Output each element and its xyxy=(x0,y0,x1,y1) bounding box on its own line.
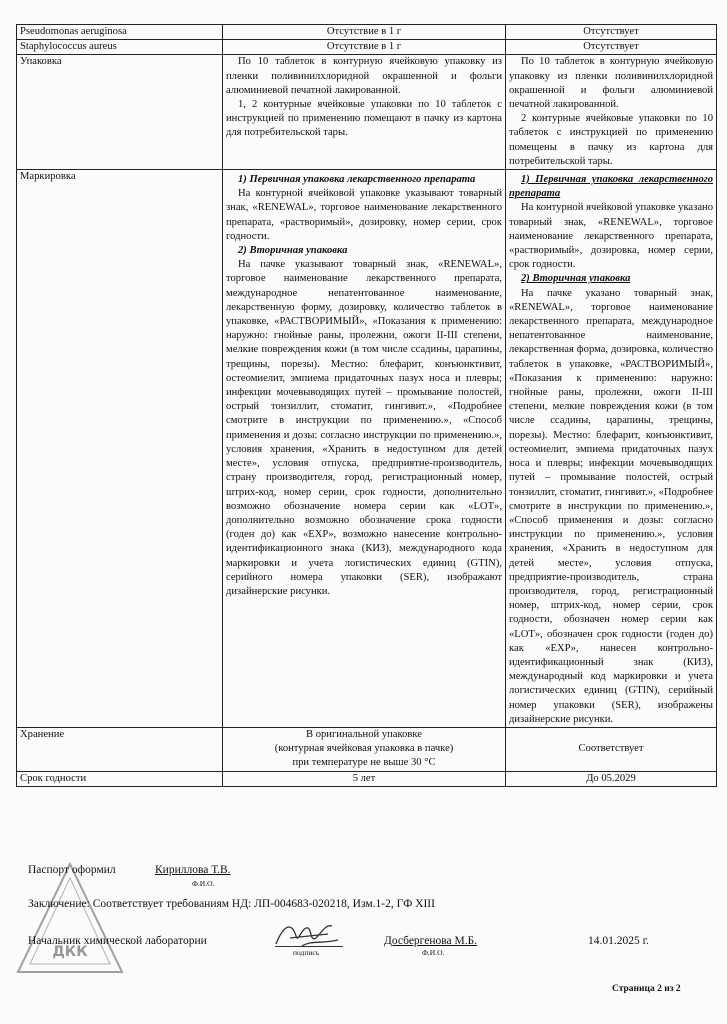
norm-value: 5 лет xyxy=(223,771,506,786)
indicator-name: Pseudomonas aeruginosa xyxy=(17,25,223,40)
result-value xyxy=(506,170,717,728)
signature-line xyxy=(275,946,343,947)
indicator-name: Упаковка xyxy=(17,55,223,170)
norm-value xyxy=(223,170,506,728)
storage-norm-line-1: В оригинальной упаковке xyxy=(305,728,423,740)
fio-label: Ф.И.О. xyxy=(422,948,445,957)
table-row-storage xyxy=(17,727,717,771)
table-row xyxy=(17,25,717,40)
norm-value: Отсутствие в 1 г xyxy=(223,40,506,55)
specification-table xyxy=(16,24,717,787)
marking-result-heading-2: 2) Вторичная упаковка xyxy=(521,273,631,285)
page-number: Страница 2 из 2 xyxy=(612,984,681,994)
marking-norm-heading-1: 1) Первичная упаковка лекарственного препарата xyxy=(238,174,476,186)
indicator-name: Staphylococcus aureus xyxy=(17,40,223,55)
marking-norm-p2: На пачке указывают товарный знак, «RENEWAL», торговое наименование лекарственного препарата, международное непатентованное наименование, лекарственную форму, дозировку, количество таблеток в упаковке, «РАСТВОРИМЫЙ», «Показания к применению: наружно: гнойные раны, пролежни, ожоги II-III степени, мелкие повреждения кожи (в том числе ссадины, царапины, трещины, порезы). Местно: блефарит, конъюнктивит, остеомиелит, эмпиема придаточных пазух носа и плевры; инфекции мочевыводящих путей – промывание полостей, острый тонзиллит, стоматит, гингивит.», «Подробнее смотрите в инструкции по применению.», «Способ применения и дозы: согласно инструкции по применению.», условия хранения, «Хранить в недоступном для детей месте», условия отпуска, предприятие-производитель, страну производителя, город, регистрационный номер, штрих-код, номер серии, срок годности, дополнительно возможно обозначение номера серии как «LOT», дополнительно возможно обозначение срока годности (годен до) как «EXP», возможно нанесение контрольно-идентификационного знака (КИЗ), международного кода маркировки и учета логистических единиц (GTIN), серийного номера упаковки (SER), изображают дизайнерские рисунки. xyxy=(226,259,502,597)
marking-norm-p1: На контурной ячейковой упаковке указывают товарный знак, «RENEWAL», торговое наименование лекарственного препарата, «растворимый», дозировку, номер серии, срок годности. xyxy=(226,188,502,242)
marking-result-heading-1: 1) Первичная упаковка лекарственного препарата xyxy=(509,174,713,200)
packaging-norm-p1: По 10 таблеток в контурную ячейковую упаковку из пленки поливинилхлоридной окрашенной и фольги алюминиевой печатной лакированной. xyxy=(226,56,502,96)
packaging-norm-p2: 1, 2 контурные ячейковые упаковки по 10 таблеток с инструкцией по применению помещают в пачку из картона для потребительской тары. xyxy=(226,99,502,139)
signature-label: подпись xyxy=(293,948,320,957)
stamp-text: ДКК xyxy=(52,944,88,960)
marking-norm-heading-2: 2) Вторичная упаковка xyxy=(238,245,348,257)
passport-label: Паспорт оформил xyxy=(28,864,116,876)
norm-value xyxy=(223,727,506,771)
fio-label: Ф.И.О. xyxy=(192,879,215,888)
marking-result-p2: На пачке указано товарный знак, «RENEWAL», торговое наименование лекарственного препарата, международное непатентованное наименование, лекарственная форма, дозировка, количество таблеток в упаковке, «РАСТВОРИМЫЙ», «Показания к применению: наружно: гнойные раны, пролежни, ожоги II-III степени, мелкие повреждения кожи (в том числе ссадины, царапины, трещины, порезы). Местно: блефарит, конъюнктивит, остеомиелит, эмпиема придаточных пазух носа и плевры; инфекции мочевыводящих путей – промывание полостей, острый тонзиллит, стоматит, гингивит.», «Подробнее смотрите в инструкции по применению.», «Способ применения и дозы: согласно инструкции по применению.», условия хранения, «Хранить в недоступном для детей месте», условия отпуска, предприятие-производитель, страна производителя, город, регистрационный номер, штрих-код, номер серии, срок годности, обозначен номер серии как «LOT», обозначен срок годности (годен до) как «EXP», нанесен контрольно-идентификационный знак (КИЗ), международный код маркировки и учета логистических единиц (GTIN), серийный номер упаковки (SER), изображены дизайнерские рисунки. xyxy=(509,287,713,725)
norm-value: Отсутствие в 1 г xyxy=(223,25,506,40)
indicator-name: Хранение xyxy=(17,727,223,771)
storage-norm-line-2: (контурная ячейковая упаковка в пачке) xyxy=(274,743,454,755)
storage-result: Соответствует xyxy=(578,743,644,755)
result-value xyxy=(506,727,717,771)
storage-norm-line-3: при температуре не выше 30 °С xyxy=(292,757,436,769)
lab-stamp xyxy=(14,860,126,980)
result-value: Отсутствует xyxy=(506,25,717,40)
table-row-packaging xyxy=(17,55,717,170)
head-name: Досбергенова М.Б. xyxy=(384,935,478,947)
conclusion: Заключение: Соответствует требованиям НД: ЛП-004683-020218, Изм.1-2, ГФ XIII xyxy=(28,898,435,910)
passport-name: Кириллова Т.В. xyxy=(155,864,231,876)
result-value xyxy=(506,55,717,170)
result-value: Отсутствует xyxy=(506,40,717,55)
indicator-name: Маркировка xyxy=(17,170,223,728)
result-value: До 05.2029 xyxy=(506,771,717,786)
marking-result-p1: На контурной ячейковой упаковке указано товарный знак, «RENEWAL», торговое наименование лекарственного препарата, «растворимый», дозировка, номер серии, срок годности. xyxy=(509,202,713,271)
report-date: 14.01.2025 г. xyxy=(588,935,649,947)
table-row xyxy=(17,40,717,55)
head-label: Начальник химической лаборатории xyxy=(28,935,207,947)
norm-value xyxy=(223,55,506,170)
packaging-result-p1: По 10 таблеток в контурную ячейковую упаковку из пленки поливинилхлоридной окрашенной и фольги алюминиевой печатной лакированной. xyxy=(509,56,713,111)
table-row-marking xyxy=(17,170,717,728)
indicator-name: Срок годности xyxy=(17,771,223,786)
packaging-result-p2: 2 контурные ячейковые упаковки по 10 таблеток с инструкцией по применению помещены в пачку из картона для потребительской тары. xyxy=(509,113,713,167)
table-row-shelf-life xyxy=(17,771,717,786)
